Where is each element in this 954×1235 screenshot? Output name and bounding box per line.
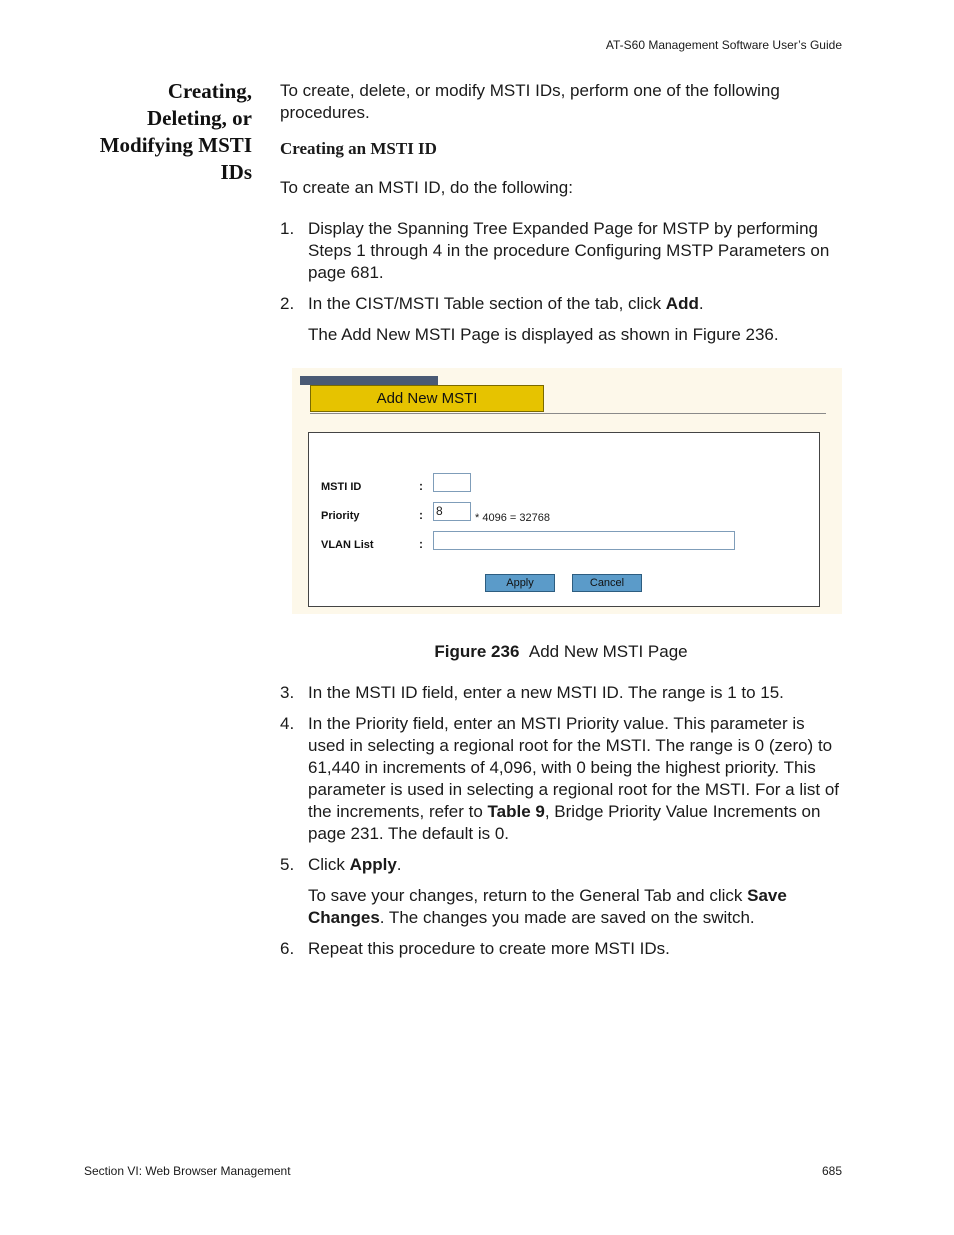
step-item — [280, 682, 842, 704]
figure-number: Figure 236 — [434, 642, 520, 661]
step-item — [280, 218, 842, 284]
footer-section: Section VI: Web Browser Management — [84, 1164, 291, 1178]
ui-term: Apply — [349, 855, 397, 874]
step-text-run: . — [396, 855, 402, 874]
step-number: 2. — [280, 294, 295, 313]
step-item — [280, 938, 842, 960]
cancel-button[interactable]: Cancel — [572, 574, 642, 592]
running-header: AT-S60 Management Software User’s Guide — [605, 38, 842, 52]
main-content — [280, 80, 842, 969]
step-text: Display the Spanning Tree Expanded Page for MSTP by performing Steps 1 through 4 in the procedure Configuring MSTP Parameters on page 681. — [308, 219, 830, 282]
lead-paragraph: To create an MSTI ID, do the following: — [280, 178, 573, 197]
vlan-list-label: VLAN List — [321, 539, 374, 551]
step-number: 4. — [280, 714, 295, 733]
section-heading-line: Deleting, or — [147, 106, 252, 130]
page-title-box: Add New MSTI — [310, 385, 544, 412]
vlan-list-input[interactable] — [433, 531, 735, 550]
step-text — [308, 293, 842, 315]
field-colon: : — [419, 537, 423, 551]
figure-caption — [280, 641, 842, 663]
field-colon: : — [419, 508, 423, 522]
step-text: In the MSTI ID field, enter a new MSTI ID. The range is 1 to 15. — [308, 683, 784, 702]
step-text — [308, 854, 842, 876]
step-number: 1. — [280, 219, 295, 238]
step-note — [308, 885, 842, 929]
step-text-run: Click — [308, 855, 350, 874]
tab-strip — [300, 376, 438, 385]
step-text-run: In the CIST/MSTI Table section of the tab, click — [308, 294, 666, 313]
ui-term: Save Changes — [308, 886, 787, 927]
step-item — [280, 713, 842, 845]
ui-term: Add — [665, 294, 699, 313]
subheading: Creating an MSTI ID — [280, 139, 437, 158]
step-number: 5. — [280, 855, 295, 874]
page-number: 685 — [821, 1164, 842, 1178]
step-text — [308, 713, 842, 845]
figure-screenshot — [292, 368, 842, 614]
divider — [544, 413, 826, 414]
form-panel — [308, 432, 820, 607]
divider — [310, 413, 544, 414]
priority-label: Priority — [321, 510, 360, 522]
section-heading-line: Modifying MSTI — [99, 133, 252, 157]
step-item — [280, 854, 842, 929]
step-item — [280, 293, 842, 346]
priority-input[interactable]: 8 — [433, 502, 471, 521]
priority-hint: * 4096 = 32768 — [475, 512, 550, 524]
section-heading — [80, 78, 252, 186]
step-text-run: , Bridge Priority Value Increments on page 231. The default is 0. — [308, 802, 821, 843]
section-heading-line: IDs — [220, 160, 252, 184]
step-text-run: . The changes you made are saved on the switch. — [379, 908, 755, 927]
step-text: Repeat this procedure to create more MSTI IDs. — [308, 939, 670, 958]
intro-paragraph: To create, delete, or modify MSTI IDs, perform one of the following procedures. — [280, 81, 780, 122]
msti-id-label: MSTI ID — [321, 481, 362, 493]
apply-button[interactable]: Apply — [485, 574, 555, 592]
step-text-run: In the Priority field, enter an MSTI Priority value. This parameter is used in selecting a regional root for the MSTI. The range is 0 (zero) to 61,440 in increments of 4,096, with 0 being the highest priority. This parameter is used in selecting a regional root for the MSTI. For a list of the increments, refer to — [308, 714, 840, 821]
table-reference: Table 9 — [487, 802, 545, 821]
step-text-run: . — [698, 294, 704, 313]
step-number: 3. — [280, 683, 295, 702]
figure-caption-text: Add New MSTI Page — [528, 642, 688, 661]
step-text-run: To save your changes, return to the General Tab and click — [308, 886, 748, 905]
field-colon: : — [419, 479, 423, 493]
section-heading-line: Creating, — [167, 79, 252, 103]
step-number: 6. — [280, 939, 295, 958]
msti-id-input[interactable] — [433, 473, 471, 492]
step-note: The Add New MSTI Page is displayed as shown in Figure 236. — [308, 325, 779, 344]
